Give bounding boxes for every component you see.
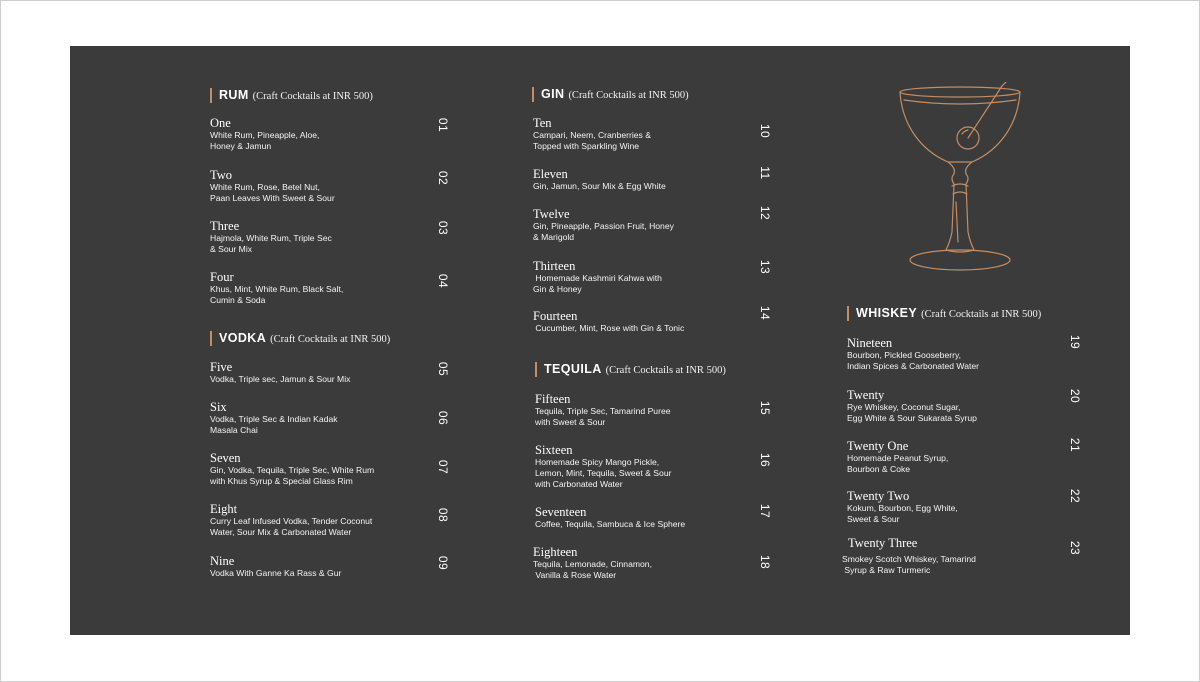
item-desc-line: Homemade Spicy Mango Pickle, <box>535 457 660 467</box>
item-title: Seventeen <box>535 505 587 519</box>
item-number: 15 <box>758 400 772 416</box>
item-desc-line: Hajmola, White Rum, Triple Sec <box>210 233 332 243</box>
section-header-gin <box>532 87 689 102</box>
item-desc-line: Paan Leaves With Sweet & Sour <box>210 193 335 203</box>
item-desc-line: Sweet & Sour <box>847 514 900 524</box>
section-note: (Craft Cocktails at INR 500) <box>270 334 391 345</box>
item-number: 07 <box>436 459 450 475</box>
item-number: 14 <box>758 305 772 321</box>
item-desc-line: Gin, Pineapple, Passion Fruit, Honey <box>533 221 674 231</box>
accent-bar <box>535 362 537 377</box>
item-desc-line: Gin, Vodka, Tequila, Triple Sec, White Rum <box>210 465 375 475</box>
item-title: Twenty Three <box>848 536 918 550</box>
accent-bar <box>532 87 534 102</box>
item-desc-line: White Rum, Pineapple, Aloe, <box>210 130 320 140</box>
item-number: 19 <box>1068 334 1082 350</box>
menu-item-eleven <box>533 168 833 192</box>
item-desc-line: & Marigold <box>533 232 575 242</box>
item-desc-line: White Rum, Rose, Betel Nut, <box>210 182 320 192</box>
item-title: Twelve <box>533 207 570 221</box>
menu-item-twenty-one <box>847 440 1147 475</box>
item-title: Eighteen <box>533 545 578 559</box>
item-title: Four <box>210 270 234 284</box>
item-desc-line: with Khus Syrup & Special Glass Rim <box>210 476 353 486</box>
section-name: VODKA <box>219 331 267 345</box>
item-number: 01 <box>436 117 450 133</box>
menu-item-seventeen <box>535 506 835 530</box>
item-number: 05 <box>436 361 450 377</box>
item-number: 03 <box>436 220 450 236</box>
menu-item-sixteen <box>535 444 835 490</box>
item-desc-line: Rye Whiskey, Coconut Sugar, <box>847 402 961 412</box>
section-note: (Craft Cocktails at INR 500) <box>252 91 373 102</box>
item-desc-line: Honey & Jamun <box>210 141 272 151</box>
item-number: 22 <box>1068 488 1082 504</box>
section-note: (Craft Cocktails at INR 500) <box>921 309 1042 320</box>
item-desc-line: Homemade Peanut Syrup, <box>847 453 949 463</box>
item-desc-line: Tequila, Lemonade, Cinnamon, <box>533 559 652 569</box>
item-number: 04 <box>436 273 450 289</box>
menu-item-thirteen <box>533 260 833 295</box>
menu-item-twelve <box>533 208 833 243</box>
menu-item-twenty <box>847 389 1147 424</box>
item-number: 13 <box>758 259 772 275</box>
menu-item-eighteen <box>533 546 833 581</box>
menu-item-nine <box>210 555 510 579</box>
item-title: Nine <box>210 554 235 568</box>
item-number: 08 <box>436 507 450 523</box>
item-desc-line: Topped with Sparkling Wine <box>533 141 640 151</box>
item-desc-line: Homemade Kashmiri Kahwa with <box>533 273 662 283</box>
item-title: Twenty One <box>847 439 909 453</box>
item-title: Nineteen <box>847 336 893 350</box>
section-header-whiskey <box>847 306 1041 321</box>
item-desc-line: with Carbonated Water <box>535 479 623 489</box>
item-number: 06 <box>436 410 450 426</box>
item-desc-line: Masala Chai <box>210 425 258 435</box>
item-title: Five <box>210 360 233 374</box>
menu-item-ten <box>533 117 833 152</box>
item-desc-line: Indian Spices & Carbonated Water <box>847 361 980 371</box>
item-desc-line: Water, Sour Mix & Carbonated Water <box>210 527 352 537</box>
item-desc-line: Vodka, Triple Sec & Indian Kadak <box>210 414 338 424</box>
accent-bar <box>847 306 849 321</box>
item-title: Twenty <box>847 388 885 402</box>
item-desc-line: Vodka With Ganne Ka Rass & Gur <box>210 568 342 578</box>
menu-item-six <box>210 401 510 436</box>
item-desc-line: Khus, Mint, White Rum, Black Salt, <box>210 284 344 294</box>
item-desc-line: Bourbon & Coke <box>847 464 911 474</box>
item-number: 17 <box>758 503 772 519</box>
item-desc-line: with Sweet & Sour <box>535 417 606 427</box>
item-title: Sixteen <box>535 443 573 457</box>
item-number: 18 <box>758 554 772 570</box>
item-title: Three <box>210 219 240 233</box>
menu-item-four <box>210 271 510 306</box>
section-name: TEQUILA <box>544 362 602 376</box>
item-number: 11 <box>758 166 772 180</box>
item-desc-line: & Sour Mix <box>210 244 253 254</box>
item-desc-line: Gin & Honey <box>533 284 582 294</box>
item-title: Fourteen <box>533 309 578 323</box>
item-number: 16 <box>758 452 772 468</box>
menu-item-three <box>210 220 510 255</box>
menu-item-five <box>210 361 510 385</box>
item-title: Fifteen <box>535 392 571 406</box>
section-header-tequila <box>535 362 726 377</box>
item-desc-line: Kokum, Bourbon, Egg White, <box>847 503 958 513</box>
item-title: Ten <box>533 116 552 130</box>
item-title: Eleven <box>533 167 568 181</box>
item-number: 09 <box>436 555 450 571</box>
item-desc-line: Tequila, Triple Sec, Tamarind Puree <box>535 406 671 416</box>
menu-item-twenty-two <box>847 490 1147 525</box>
item-desc-line: Campari, Neem, Cranberries & <box>533 130 651 140</box>
item-desc-line: Vodka, Triple sec, Jamun & Sour Mix <box>210 374 351 384</box>
accent-bar <box>210 88 212 103</box>
item-title: Six <box>210 400 227 414</box>
menu-item-eight <box>210 503 510 538</box>
section-name: WHISKEY <box>856 306 918 320</box>
item-title: One <box>210 116 231 130</box>
martini-glass-with-cherry-icon <box>890 82 1040 278</box>
menu-item-seven <box>210 452 510 487</box>
item-number: 23 <box>1068 540 1082 556</box>
section-name: GIN <box>541 87 565 101</box>
section-note: (Craft Cocktails at INR 500) <box>605 365 726 376</box>
menu-item-one <box>210 117 510 152</box>
section-header-rum <box>210 88 373 103</box>
menu-item-fifteen <box>535 393 835 428</box>
item-number: 21 <box>1068 437 1082 453</box>
accent-bar <box>210 331 212 346</box>
item-desc-line: Coffee, Tequila, Sambuca & Ice Sphere <box>535 519 686 529</box>
section-name: RUM <box>219 88 249 102</box>
section-header-vodka <box>210 331 390 346</box>
item-desc-line: Syrup & Raw Turmeric <box>842 565 931 575</box>
item-title: Two <box>210 168 233 182</box>
section-note: (Craft Cocktails at INR 500) <box>568 90 689 101</box>
item-title: Seven <box>210 451 241 465</box>
menu-item-two <box>210 169 510 204</box>
item-number: 12 <box>758 205 772 221</box>
menu-item-twenty-three <box>842 537 1142 576</box>
item-desc-line: Smokey Scotch Whiskey, Tamarind <box>842 554 976 564</box>
item-desc-line: Curry Leaf Infused Vodka, Tender Coconut <box>210 516 373 526</box>
item-title: Twenty Two <box>847 489 910 503</box>
menu-item-fourteen <box>533 310 833 334</box>
item-title: Eight <box>210 502 238 516</box>
item-desc-line: Egg White & Sour Sukarata Syrup <box>847 413 977 423</box>
item-number: 10 <box>758 123 772 139</box>
item-desc-line: Cucumber, Mint, Rose with Gin & Tonic <box>533 323 685 333</box>
item-desc-line: Bourbon, Pickled Gooseberry, <box>847 350 962 360</box>
item-desc-line: Lemon, Mint, Tequila, Sweet & Sour <box>535 468 672 478</box>
menu-item-nineteen <box>847 337 1147 372</box>
item-desc-line: Cumin & Soda <box>210 295 266 305</box>
item-title: Thirteen <box>533 259 576 273</box>
item-desc-line: Vanilla & Rose Water <box>533 570 617 580</box>
item-number: 02 <box>436 170 450 186</box>
item-number: 20 <box>1068 388 1082 404</box>
item-desc-line: Gin, Jamun, Sour Mix & Egg White <box>533 181 666 191</box>
